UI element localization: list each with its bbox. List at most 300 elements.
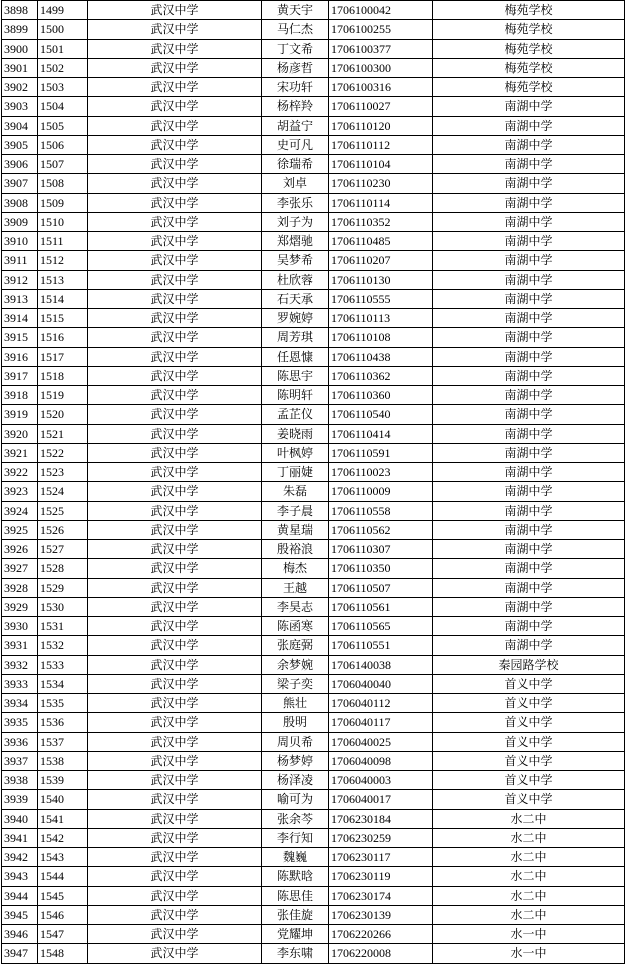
- number-cell: 1535: [38, 694, 88, 713]
- student-id-cell: 1706110023: [329, 463, 433, 482]
- student-name-cell: 熊壮: [262, 694, 329, 713]
- student-name-cell: 陈默晗: [262, 867, 329, 886]
- school-cell: 武汉中学: [88, 559, 262, 578]
- number-cell: 1545: [38, 886, 88, 905]
- sequence-cell: 3936: [2, 732, 38, 751]
- number-cell: 1534: [38, 674, 88, 693]
- table-row: [2, 386, 625, 405]
- student-id-cell: 1706220008: [329, 944, 433, 963]
- school-cell: 武汉中学: [88, 848, 262, 867]
- school-cell: 武汉中学: [88, 328, 262, 347]
- student-name-cell: 殷明: [262, 713, 329, 732]
- table-row: [2, 463, 625, 482]
- sequence-cell: 3909: [2, 212, 38, 231]
- table-row: [2, 424, 625, 443]
- school-cell: 武汉中学: [88, 732, 262, 751]
- sequence-cell: 3918: [2, 386, 38, 405]
- number-cell: 1530: [38, 597, 88, 616]
- number-cell: 1505: [38, 116, 88, 135]
- sequence-cell: 3933: [2, 674, 38, 693]
- student-id-cell: 1706110438: [329, 347, 433, 366]
- table-row: [2, 597, 625, 616]
- graduating-school-cell: 南湖中学: [433, 116, 625, 135]
- number-cell: 1521: [38, 424, 88, 443]
- student-name-cell: 孟芷仪: [262, 405, 329, 424]
- student-id-cell: 1706110027: [329, 97, 433, 116]
- student-name-cell: 丁文希: [262, 39, 329, 58]
- student-id-cell: 1706110565: [329, 617, 433, 636]
- student-id-cell: 1706110130: [329, 270, 433, 289]
- school-cell: 武汉中学: [88, 636, 262, 655]
- student-id-cell: 1706040112: [329, 694, 433, 713]
- school-cell: 武汉中学: [88, 212, 262, 231]
- school-cell: 武汉中学: [88, 463, 262, 482]
- sequence-cell: 3900: [2, 39, 38, 58]
- number-cell: 1520: [38, 405, 88, 424]
- graduating-school-cell: 水一中: [433, 944, 625, 963]
- table-row: [2, 39, 625, 58]
- table-row: [2, 925, 625, 944]
- table-row: [2, 751, 625, 770]
- sequence-cell: 3907: [2, 174, 38, 193]
- student-name-cell: 余梦婉: [262, 655, 329, 674]
- student-id-cell: 1706110558: [329, 501, 433, 520]
- sequence-cell: 3920: [2, 424, 38, 443]
- student-id-cell: 1706110112: [329, 135, 433, 154]
- number-cell: 1548: [38, 944, 88, 963]
- school-cell: 武汉中学: [88, 39, 262, 58]
- student-id-cell: 1706230139: [329, 905, 433, 924]
- school-cell: 武汉中学: [88, 540, 262, 559]
- sequence-cell: 3929: [2, 597, 38, 616]
- sequence-cell: 3945: [2, 905, 38, 924]
- sequence-cell: 3928: [2, 578, 38, 597]
- sequence-cell: 3916: [2, 347, 38, 366]
- sequence-cell: 3899: [2, 20, 38, 39]
- number-cell: 1511: [38, 232, 88, 251]
- student-id-cell: 1706110362: [329, 366, 433, 385]
- table-row: [2, 828, 625, 847]
- number-cell: 1523: [38, 463, 88, 482]
- number-cell: 1532: [38, 636, 88, 655]
- sequence-cell: 3944: [2, 886, 38, 905]
- school-cell: 武汉中学: [88, 232, 262, 251]
- school-cell: 武汉中学: [88, 174, 262, 193]
- student-name-cell: 杜欣蓉: [262, 270, 329, 289]
- student-id-cell: 1706220266: [329, 925, 433, 944]
- roster-table: [1, 0, 625, 964]
- school-cell: 武汉中学: [88, 713, 262, 732]
- sequence-cell: 3927: [2, 559, 38, 578]
- student-id-cell: 1706040117: [329, 713, 433, 732]
- school-cell: 武汉中学: [88, 501, 262, 520]
- table-row: [2, 309, 625, 328]
- graduating-school-cell: 首义中学: [433, 751, 625, 770]
- student-id-cell: 1706110352: [329, 212, 433, 231]
- table-row: [2, 944, 625, 963]
- graduating-school-cell: 南湖中学: [433, 251, 625, 270]
- student-name-cell: 李昊志: [262, 597, 329, 616]
- table-row: [2, 713, 625, 732]
- number-cell: 1525: [38, 501, 88, 520]
- sequence-cell: 3917: [2, 366, 38, 385]
- school-cell: 武汉中学: [88, 58, 262, 77]
- student-name-cell: 杨梓羚: [262, 97, 329, 116]
- graduating-school-cell: 南湖中学: [433, 193, 625, 212]
- table-row: [2, 559, 625, 578]
- student-name-cell: 石天承: [262, 289, 329, 308]
- sequence-cell: 3921: [2, 443, 38, 462]
- table-row: [2, 578, 625, 597]
- table-row: [2, 540, 625, 559]
- school-cell: 武汉中学: [88, 366, 262, 385]
- school-cell: 武汉中学: [88, 597, 262, 616]
- number-cell: 1513: [38, 270, 88, 289]
- student-id-cell: 1706040017: [329, 790, 433, 809]
- sequence-cell: 3926: [2, 540, 38, 559]
- student-name-cell: 李行知: [262, 828, 329, 847]
- graduating-school-cell: 南湖中学: [433, 289, 625, 308]
- student-id-cell: 1706110551: [329, 636, 433, 655]
- sequence-cell: 3947: [2, 944, 38, 963]
- number-cell: 1522: [38, 443, 88, 462]
- student-id-cell: 1706110350: [329, 559, 433, 578]
- number-cell: 1533: [38, 655, 88, 674]
- graduating-school-cell: 南湖中学: [433, 463, 625, 482]
- sequence-cell: 3922: [2, 463, 38, 482]
- student-name-cell: 党耀坤: [262, 925, 329, 944]
- number-cell: 1544: [38, 867, 88, 886]
- student-name-cell: 陈函寒: [262, 617, 329, 636]
- school-cell: 武汉中学: [88, 289, 262, 308]
- student-id-cell: 1706230174: [329, 886, 433, 905]
- table-row: [2, 232, 625, 251]
- student-id-cell: 1706110307: [329, 540, 433, 559]
- student-id-cell: 1706100042: [329, 1, 433, 20]
- graduating-school-cell: 水二中: [433, 809, 625, 828]
- table-row: [2, 848, 625, 867]
- school-cell: 武汉中学: [88, 78, 262, 97]
- school-cell: 武汉中学: [88, 20, 262, 39]
- school-cell: 武汉中学: [88, 270, 262, 289]
- student-id-cell: 1706110360: [329, 386, 433, 405]
- school-cell: 武汉中学: [88, 694, 262, 713]
- graduating-school-cell: 梅苑学校: [433, 58, 625, 77]
- student-id-cell: 1706110104: [329, 155, 433, 174]
- table-row: [2, 501, 625, 520]
- school-cell: 武汉中学: [88, 655, 262, 674]
- graduating-school-cell: 南湖中学: [433, 405, 625, 424]
- graduating-school-cell: 南湖中学: [433, 232, 625, 251]
- student-id-cell: 1706100255: [329, 20, 433, 39]
- graduating-school-cell: 首义中学: [433, 674, 625, 693]
- student-id-cell: 1706110207: [329, 251, 433, 270]
- graduating-school-cell: 水一中: [433, 925, 625, 944]
- table-row: [2, 886, 625, 905]
- school-cell: 武汉中学: [88, 386, 262, 405]
- graduating-school-cell: 首义中学: [433, 732, 625, 751]
- graduating-school-cell: 南湖中学: [433, 347, 625, 366]
- student-id-cell: 1706110561: [329, 597, 433, 616]
- number-cell: 1506: [38, 135, 88, 154]
- sequence-cell: 3925: [2, 520, 38, 539]
- number-cell: 1528: [38, 559, 88, 578]
- number-cell: 1538: [38, 751, 88, 770]
- graduating-school-cell: 首义中学: [433, 713, 625, 732]
- school-cell: 武汉中学: [88, 905, 262, 924]
- table-row: [2, 809, 625, 828]
- student-id-cell: 1706230117: [329, 848, 433, 867]
- school-cell: 武汉中学: [88, 790, 262, 809]
- table-row: [2, 482, 625, 501]
- table-row: [2, 905, 625, 924]
- student-name-cell: 殷裕浪: [262, 540, 329, 559]
- table-row: [2, 58, 625, 77]
- student-name-cell: 陈明轩: [262, 386, 329, 405]
- student-id-cell: 1706100300: [329, 58, 433, 77]
- graduating-school-cell: 梅苑学校: [433, 20, 625, 39]
- school-cell: 武汉中学: [88, 617, 262, 636]
- table-row: [2, 20, 625, 39]
- school-cell: 武汉中学: [88, 520, 262, 539]
- number-cell: 1541: [38, 809, 88, 828]
- student-name-cell: 周贝希: [262, 732, 329, 751]
- graduating-school-cell: 南湖中学: [433, 97, 625, 116]
- table-row: [2, 867, 625, 886]
- graduating-school-cell: 水二中: [433, 886, 625, 905]
- table-row: [2, 520, 625, 539]
- student-name-cell: 张佳旋: [262, 905, 329, 924]
- student-name-cell: 徐瑞希: [262, 155, 329, 174]
- graduating-school-cell: 水二中: [433, 848, 625, 867]
- sequence-cell: 3911: [2, 251, 38, 270]
- graduating-school-cell: 南湖中学: [433, 540, 625, 559]
- number-cell: 1504: [38, 97, 88, 116]
- student-name-cell: 罗婉婷: [262, 309, 329, 328]
- table-row: [2, 443, 625, 462]
- student-name-cell: 叶枫婷: [262, 443, 329, 462]
- sequence-cell: 3904: [2, 116, 38, 135]
- student-id-cell: 1706110591: [329, 443, 433, 462]
- table-row: [2, 405, 625, 424]
- table-row: [2, 655, 625, 674]
- table-row: [2, 617, 625, 636]
- sequence-cell: 3901: [2, 58, 38, 77]
- number-cell: 1540: [38, 790, 88, 809]
- number-cell: 1542: [38, 828, 88, 847]
- table-row: [2, 212, 625, 231]
- number-cell: 1517: [38, 347, 88, 366]
- student-name-cell: 喻可为: [262, 790, 329, 809]
- student-id-cell: 1706110507: [329, 578, 433, 597]
- table-row: [2, 328, 625, 347]
- school-cell: 武汉中学: [88, 251, 262, 270]
- student-name-cell: 胡益宁: [262, 116, 329, 135]
- school-cell: 武汉中学: [88, 193, 262, 212]
- number-cell: 1509: [38, 193, 88, 212]
- graduating-school-cell: 水二中: [433, 905, 625, 924]
- number-cell: 1508: [38, 174, 88, 193]
- school-cell: 武汉中学: [88, 116, 262, 135]
- school-cell: 武汉中学: [88, 828, 262, 847]
- graduating-school-cell: 首义中学: [433, 771, 625, 790]
- sequence-cell: 3923: [2, 482, 38, 501]
- student-id-cell: 1706040040: [329, 674, 433, 693]
- table-row: [2, 174, 625, 193]
- graduating-school-cell: 南湖中学: [433, 482, 625, 501]
- student-id-cell: 1706110120: [329, 116, 433, 135]
- number-cell: 1518: [38, 366, 88, 385]
- table-row: [2, 674, 625, 693]
- number-cell: 1531: [38, 617, 88, 636]
- student-name-cell: 姜晓雨: [262, 424, 329, 443]
- table-row: [2, 251, 625, 270]
- sequence-cell: 3898: [2, 1, 38, 20]
- student-id-cell: 1706110540: [329, 405, 433, 424]
- sequence-cell: 3935: [2, 713, 38, 732]
- number-cell: 1529: [38, 578, 88, 597]
- graduating-school-cell: 南湖中学: [433, 617, 625, 636]
- school-cell: 武汉中学: [88, 886, 262, 905]
- student-name-cell: 郑熠驰: [262, 232, 329, 251]
- graduating-school-cell: 梅苑学校: [433, 1, 625, 20]
- table-row: [2, 1, 625, 20]
- sequence-cell: 3910: [2, 232, 38, 251]
- graduating-school-cell: 南湖中学: [433, 424, 625, 443]
- table-row: [2, 135, 625, 154]
- student-id-cell: 1706040025: [329, 732, 433, 751]
- student-name-cell: 梅杰: [262, 559, 329, 578]
- sequence-cell: 3937: [2, 751, 38, 770]
- student-id-cell: 1706110562: [329, 520, 433, 539]
- school-cell: 武汉中学: [88, 867, 262, 886]
- graduating-school-cell: 梅苑学校: [433, 78, 625, 97]
- table-row: [2, 347, 625, 366]
- student-id-cell: 1706100316: [329, 78, 433, 97]
- number-cell: 1502: [38, 58, 88, 77]
- student-name-cell: 杨泽凌: [262, 771, 329, 790]
- number-cell: 1516: [38, 328, 88, 347]
- sequence-cell: 3908: [2, 193, 38, 212]
- sequence-cell: 3946: [2, 925, 38, 944]
- student-name-cell: 魏巍: [262, 848, 329, 867]
- number-cell: 1537: [38, 732, 88, 751]
- sequence-cell: 3914: [2, 309, 38, 328]
- school-cell: 武汉中学: [88, 443, 262, 462]
- sequence-cell: 3912: [2, 270, 38, 289]
- sequence-cell: 3903: [2, 97, 38, 116]
- student-name-cell: 李子晨: [262, 501, 329, 520]
- table-row: [2, 771, 625, 790]
- student-id-cell: 1706110414: [329, 424, 433, 443]
- student-name-cell: 史可凡: [262, 135, 329, 154]
- student-id-cell: 1706110485: [329, 232, 433, 251]
- graduating-school-cell: 南湖中学: [433, 309, 625, 328]
- school-cell: 武汉中学: [88, 771, 262, 790]
- sequence-cell: 3941: [2, 828, 38, 847]
- graduating-school-cell: 首义中学: [433, 790, 625, 809]
- number-cell: 1546: [38, 905, 88, 924]
- graduating-school-cell: 南湖中学: [433, 636, 625, 655]
- roster-body: [2, 1, 625, 964]
- sequence-cell: 3942: [2, 848, 38, 867]
- student-id-cell: 1706110009: [329, 482, 433, 501]
- graduating-school-cell: 首义中学: [433, 694, 625, 713]
- number-cell: 1501: [38, 39, 88, 58]
- student-name-cell: 杨梦婷: [262, 751, 329, 770]
- student-id-cell: 1706110230: [329, 174, 433, 193]
- number-cell: 1539: [38, 771, 88, 790]
- school-cell: 武汉中学: [88, 674, 262, 693]
- sequence-cell: 3915: [2, 328, 38, 347]
- number-cell: 1499: [38, 1, 88, 20]
- sequence-cell: 3931: [2, 636, 38, 655]
- student-name-cell: 马仁杰: [262, 20, 329, 39]
- student-name-cell: 黄天宇: [262, 1, 329, 20]
- student-name-cell: 杨彦哲: [262, 58, 329, 77]
- graduating-school-cell: 水二中: [433, 828, 625, 847]
- sequence-cell: 3913: [2, 289, 38, 308]
- student-id-cell: 1706110114: [329, 193, 433, 212]
- table-row: [2, 78, 625, 97]
- student-name-cell: 宋功轩: [262, 78, 329, 97]
- graduating-school-cell: 南湖中学: [433, 578, 625, 597]
- student-id-cell: 1706110555: [329, 289, 433, 308]
- graduating-school-cell: 水二中: [433, 867, 625, 886]
- table-row: [2, 636, 625, 655]
- number-cell: 1514: [38, 289, 88, 308]
- sequence-cell: 3905: [2, 135, 38, 154]
- graduating-school-cell: 南湖中学: [433, 366, 625, 385]
- student-name-cell: 梁子奕: [262, 674, 329, 693]
- student-id-cell: 1706100377: [329, 39, 433, 58]
- table-row: [2, 155, 625, 174]
- school-cell: 武汉中学: [88, 309, 262, 328]
- student-name-cell: 丁丽婕: [262, 463, 329, 482]
- number-cell: 1507: [38, 155, 88, 174]
- number-cell: 1543: [38, 848, 88, 867]
- school-cell: 武汉中学: [88, 155, 262, 174]
- graduating-school-cell: 南湖中学: [433, 443, 625, 462]
- student-id-cell: 1706110108: [329, 328, 433, 347]
- student-name-cell: 李张乐: [262, 193, 329, 212]
- student-id-cell: 1706110113: [329, 309, 433, 328]
- student-id-cell: 1706040003: [329, 771, 433, 790]
- graduating-school-cell: 南湖中学: [433, 174, 625, 193]
- student-name-cell: 张庭弼: [262, 636, 329, 655]
- student-name-cell: 张余芩: [262, 809, 329, 828]
- student-name-cell: 李东啸: [262, 944, 329, 963]
- school-cell: 武汉中学: [88, 97, 262, 116]
- table-row: [2, 97, 625, 116]
- table-row: [2, 694, 625, 713]
- number-cell: 1547: [38, 925, 88, 944]
- table-row: [2, 116, 625, 135]
- school-cell: 武汉中学: [88, 578, 262, 597]
- number-cell: 1503: [38, 78, 88, 97]
- sequence-cell: 3919: [2, 405, 38, 424]
- sequence-cell: 3932: [2, 655, 38, 674]
- student-id-cell: 1706230259: [329, 828, 433, 847]
- graduating-school-cell: 南湖中学: [433, 212, 625, 231]
- student-name-cell: 朱磊: [262, 482, 329, 501]
- sequence-cell: 3902: [2, 78, 38, 97]
- student-name-cell: 刘子为: [262, 212, 329, 231]
- number-cell: 1527: [38, 540, 88, 559]
- table-row: [2, 270, 625, 289]
- school-cell: 武汉中学: [88, 925, 262, 944]
- number-cell: 1524: [38, 482, 88, 501]
